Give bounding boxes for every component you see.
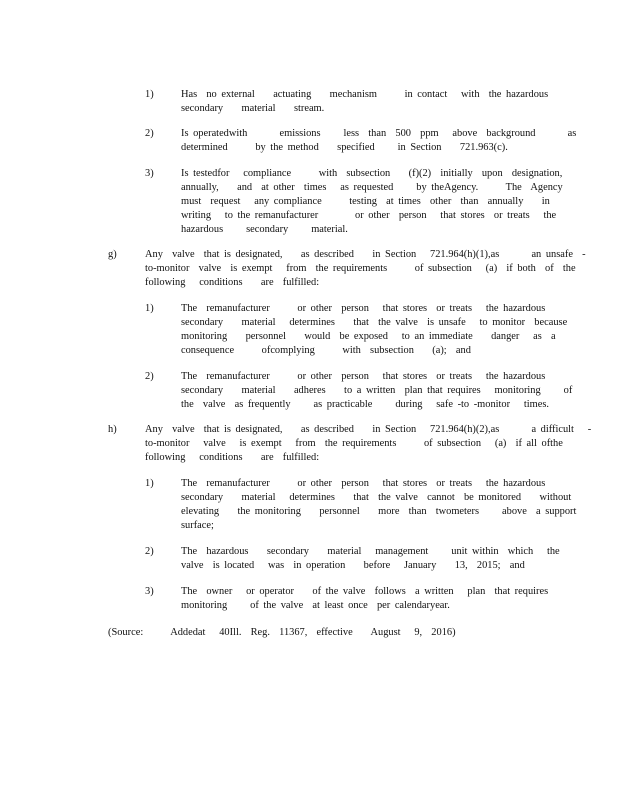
text-line: monitoring personnel would be exposed to an immediate danger as a <box>181 331 556 342</box>
text-line: consequence ofcomplying with subsection (a); and <box>181 345 471 356</box>
item-number: 3) <box>145 586 154 597</box>
text-line: elevating the monitoring personnel more than twometers above a support <box>181 506 577 517</box>
text-line: must request any compliance testing at times other than annually in <box>181 196 550 207</box>
text-line: determined by the method specified in Section 721.963(c). <box>181 142 508 153</box>
text-line: secondary material adheres to a written plan that requires monitoring of <box>181 385 573 396</box>
text-line: following conditions are fulfilled: <box>145 452 320 463</box>
item-number: 2) <box>145 371 154 382</box>
text-line: secondary material determines that the valve is unsafe to monitor because <box>181 317 568 328</box>
item-number: 1) <box>145 478 154 489</box>
text-line: surface; <box>181 520 214 531</box>
text-line: secondary material determines that the valve cannot be monitored without <box>181 492 572 503</box>
item-number: 1) <box>145 303 154 314</box>
text-line: The remanufacturer or other person that stores or treats the hazardous <box>181 303 546 314</box>
text-line: to-monitor valve is exempt from the requirements of subsection (a) if both of the <box>145 263 576 274</box>
text-line: valve is located was in operation before January 13, 2015; and <box>181 560 525 571</box>
item-number: 3) <box>145 168 154 179</box>
source-note: (Source: Addedat 40Ill. Reg. 11367, effective August 9, 2016) <box>108 627 456 638</box>
text-line: Any valve that is designated, as described in Section 721.964(h)(1),as an unsafe - <box>145 249 586 260</box>
text-line: Has no external actuating mechanism in contact with the hazardous <box>181 89 549 100</box>
text-line: annually, and at other times as requested by theAgency. The Agency <box>181 182 563 193</box>
text-line: The remanufacturer or other person that stores or treats the hazardous <box>181 478 546 489</box>
text-line: Is testedfor compliance with subsection (f)(2) initially upon designation, <box>181 168 563 179</box>
item-number: 2) <box>145 128 154 139</box>
item-number: 2) <box>145 546 154 557</box>
text-line: secondary material stream. <box>181 103 325 114</box>
text-line: Any valve that is designated, as described in Section 721.964(h)(2),as a difficult - <box>145 424 592 435</box>
text-line: Is operatedwith emissions less than 500 ppm above background as <box>181 128 577 139</box>
item-number: 1) <box>145 89 154 100</box>
text-line: following conditions are fulfilled: <box>145 277 320 288</box>
text-line: monitoring of the valve at least once per calendaryear. <box>181 600 450 611</box>
subsection-label: g) <box>108 249 117 260</box>
text-line: the valve as frequently as practicable during safe -to -monitor times. <box>181 399 549 410</box>
text-line: The remanufacturer or other person that stores or treats the hazardous <box>181 371 546 382</box>
text-line: The hazardous secondary material management unit within which the <box>181 546 560 557</box>
text-line: hazardous secondary material. <box>181 224 348 235</box>
subsection-label: h) <box>108 424 117 435</box>
text-line: The owner or operator of the valve follows a written plan that requires <box>181 586 549 597</box>
text-line: to-monitor valve is exempt from the requirements of subsection (a) if all ofthe <box>145 438 563 449</box>
text-line: writing to the remanufacturer or other person that stores or treats the <box>181 210 557 221</box>
